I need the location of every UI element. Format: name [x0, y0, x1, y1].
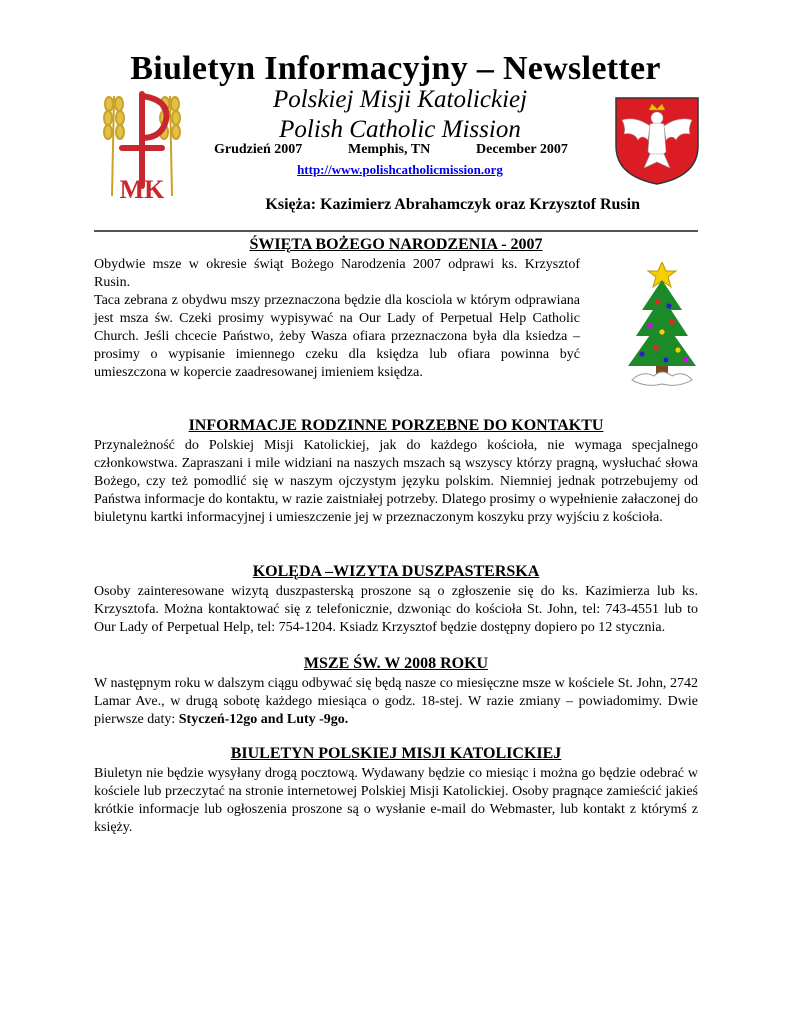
masses-body: [94, 675, 698, 729]
mission-logo-icon: [92, 86, 192, 209]
koleda-heading: [94, 563, 698, 581]
christmas-tree-icon: [622, 262, 702, 397]
family-heading: [94, 417, 698, 435]
masses-paragraph-1: [94, 675, 698, 729]
bulletin-heading-text: BIULETYN POLSKIEJ MISJI KATOLICKIEJ: [230, 745, 562, 762]
koleda-body: [94, 583, 698, 637]
family-heading-text: INFORMACJE RODZINNE PORZEBNE DO KONTAKTU: [188, 417, 604, 434]
website-link[interactable]: http://www.polishcatholicmission.org: [297, 162, 503, 177]
date-polish: Grudzień 2007: [214, 142, 303, 157]
subtitle-polish: Polskiej Misji Katolickiej: [272, 86, 528, 113]
christmas-paragraph-1: Obydwie msze w okresie świąt Bożego Narodzenia 2007 odprawi ks. Krzysztof Rusin.: [94, 257, 580, 290]
logo-text: MK: [119, 175, 165, 204]
bulletin-body: [94, 765, 698, 837]
christmas-heading-text: ŚWIĘTA BOŻEGO NARODZENIA - 2007: [249, 236, 543, 253]
christmas-body: [94, 256, 580, 382]
bulletin-paragraph-1: Biuletyn nie będzie wysyłany drogą pocztową. Wydawany będzie co miesiąc i można go będzie odebrać w kościele lub przeczytać na stronie internetowej Polskiej Misji Katolickiej. Osoby pragnące zamieścić jakieś krótkie informacje lub ogłoszenia proszone są o wysłanie e-mail do Webmaster, lub kontakt z którymś z księży.: [94, 766, 698, 835]
masses-heading: [94, 655, 698, 673]
family-paragraph-1: Przynależność do Polskiej Misji Katolickiej, jak do każdego kościoła, nie wymaga specjalnego członkowstwa. Zapraszani i mile widziani na naszych mszach są wszyscy którzy pragną, wysłuchać słowa Bożego, czy też pomodlić się w naszym ojczystym języku polskim. Niemniej jednak potrzebujemy od Państwa informacje do kontaktu, w razie zaistniałej potrzeby. Dlatego prosimy o wypełnienie załaczonej do biuletynu kartki informacyjnej i umieszczenie jej w przeznaczonym koszyku przy wyjściu z kościoła.: [94, 438, 698, 525]
family-body: [94, 437, 698, 527]
bulletin-heading: [94, 745, 698, 763]
koleda-heading-text: KOLĘDA –WIZYTA DUSZPASTERSKA: [252, 563, 540, 580]
date-english: December 2007: [476, 142, 568, 157]
masses-text: W następnym roku w dalszym ciągu odbywać się będą nasze co miesięczne msze w kościele St. John, 2742 Lamar Ave., w drugą sobotę każdego miesiąca o godz. 18-stej. W razie zmiany – powiadomimy. Dwie pierwsze daty:: [94, 676, 698, 727]
location: Memphis, TN: [348, 142, 431, 157]
christmas-paragraph-2: Taca zebrana z obydwu mszy przeznaczona będzie dla kosciola w którym odprawiana jest msza św. Czeki prosimy wypisywać na Our Lady of Perpetual Help Catholic Church. Jeśli chcecie Państwo, żeby Wasza ofiara przeznaczona była dla ksiedza – prosimy o wypisanie imiennego czeku dla księdza lub ofiara powinna być umieszczona w kopercie zaadresowanej imieniem księdza.: [94, 293, 580, 380]
priests-line: Księża: Kazimierz Abrahamczyk oraz Krzysztof Rusin: [265, 196, 640, 213]
masses-heading-text: MSZE ŚW. W 2008 ROKU: [303, 655, 489, 672]
newsletter-title: Biuletyn Informacyjny – Newsletter: [130, 50, 661, 87]
polish-eagle-icon: [612, 94, 702, 191]
subtitle-english: Polish Catholic Mission: [279, 116, 521, 143]
christmas-heading: [94, 236, 698, 254]
koleda-paragraph-1: Osoby zainteresowane wizytą duszpasterską proszone są o zgłoszenie się do ks. Kazimierza lub ks. Krzysztofa. Można kontaktować się z telefonicznie, dzwoniąc do kościoła St. John, tel: 743-4551 lub to Our Lady of Perpetual Help, tel: 754-1204. Ksiadz Krzysztof będzie dostępny dopiero po 12 stycznia.: [94, 584, 698, 635]
header-divider: [94, 230, 698, 232]
masses-dates: Styczeń-12go and Luty -9go.: [178, 712, 349, 727]
